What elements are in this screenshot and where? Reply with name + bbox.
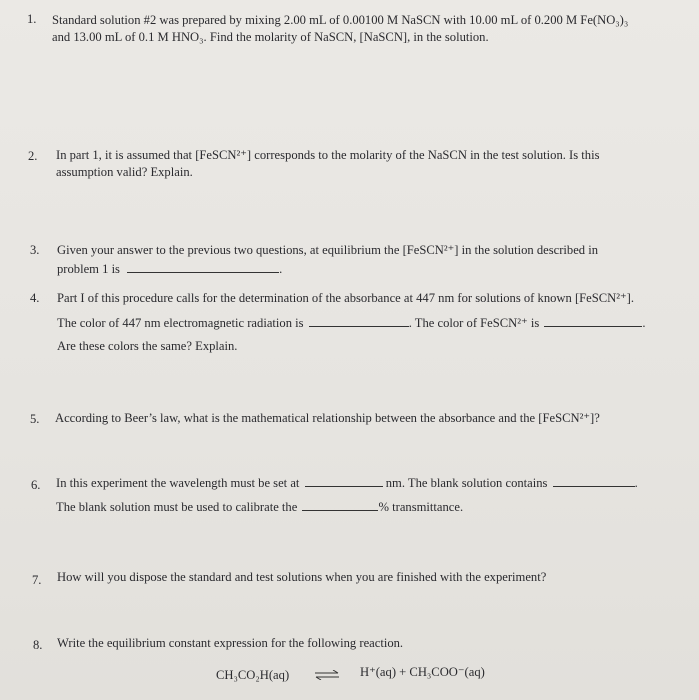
question-text-line: How will you dispose the standard and test solutions when you are finished with the experiment? [57, 570, 547, 584]
question-text-line: The color of 447 nm electromagnetic radiation is . The color of FeSCN²⁺ is . [57, 316, 646, 330]
question-number: 5. [30, 412, 40, 426]
question-text-line: and 13.00 mL of 0.1 M HNO₃. Find the molarity of NaSCN, [NaSCN], in the solution. [52, 30, 489, 44]
question-text-line: Part I of this procedure calls for the determination of the absorbance at 447 nm for solutions of known [FeSCN²⁺]. [57, 291, 635, 305]
question-number: 8. [33, 638, 43, 652]
equation-right: H⁺(aq) + CH₃COO⁻(aq) [360, 665, 485, 679]
question-text-line: Write the equilibrium constant expression for the following reaction. [57, 636, 404, 650]
question-number: 1. [27, 12, 37, 26]
question-number: 6. [31, 478, 41, 492]
question-text-line: Are these colors the same? Explain. [57, 339, 238, 353]
answer-blank[interactable] [302, 498, 378, 511]
question-text-line: assumption valid? Explain. [56, 165, 193, 179]
question-text-line: In part 1, it is assumed that [FeSCN²⁺] corresponds to the molarity of the NaSCN in the test solution. Is this [56, 148, 600, 162]
equation-left: CH₃CO₂H(aq) [216, 668, 290, 682]
equilibrium-arrows-icon [314, 670, 340, 680]
question-text-line: Standard solution #2 was prepared by mixing 2.00 mL of 0.00100 M NaSCN with 10.00 mL of 0.200 M Fe(NO₃)₃ [52, 13, 629, 27]
answer-blank[interactable] [309, 314, 409, 327]
question-text-line: The blank solution must be used to calibrate the % transmittance. [56, 500, 464, 514]
answer-blank[interactable] [544, 314, 642, 327]
question-text-line: Given your answer to the previous two questions, at equilibrium the [FeSCN²⁺] in the solution described in [57, 243, 599, 257]
answer-blank[interactable] [553, 474, 635, 487]
question-text-line: In this experiment the wavelength must be set at nm. The blank solution contains . [56, 476, 638, 490]
question-number: 3. [30, 243, 40, 257]
question-number: 7. [32, 573, 42, 587]
question-number: 2. [28, 149, 38, 163]
answer-blank[interactable] [305, 474, 383, 487]
question-number: 4. [30, 291, 40, 305]
question-text-line: According to Beer’s law, what is the mathematical relationship between the absorbance and the [FeSCN²⁺]? [55, 411, 600, 425]
question-text-line: problem 1 is . [57, 262, 283, 276]
answer-blank[interactable] [127, 260, 279, 273]
